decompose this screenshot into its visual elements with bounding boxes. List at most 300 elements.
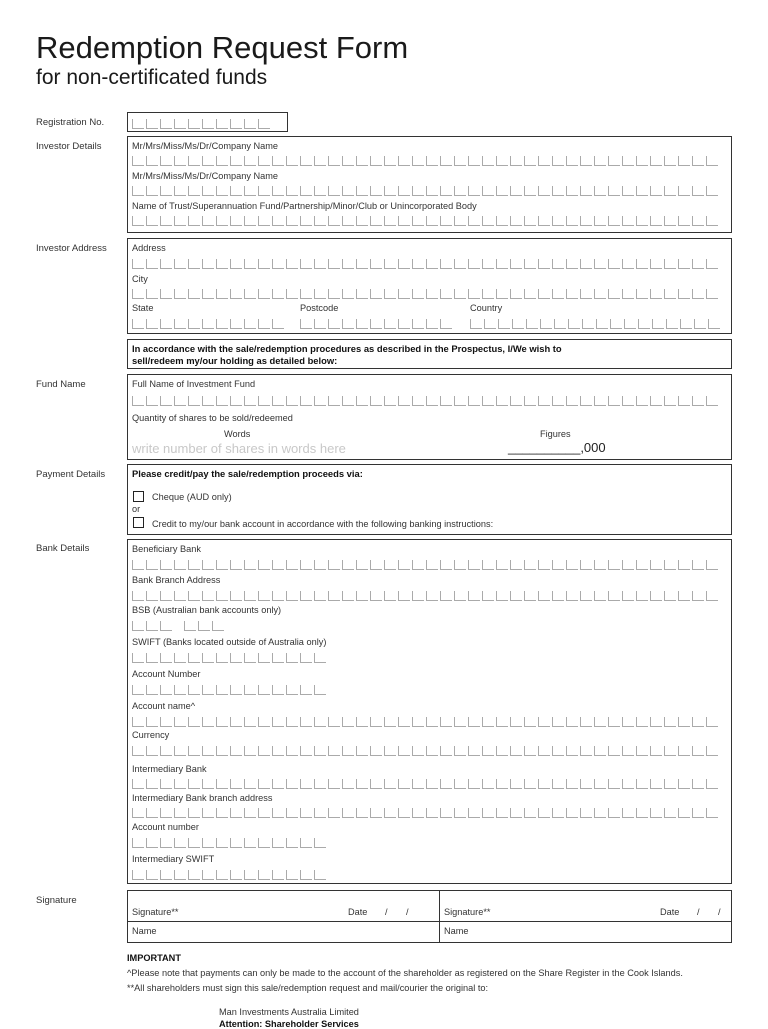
character-cell [272,289,284,299]
character-cell [566,591,578,601]
character-cell [272,685,284,695]
bank-details-box [127,539,732,884]
character-cell [468,396,480,406]
character-cell [244,156,256,166]
character-cell [706,808,718,818]
character-cell [188,560,200,570]
character-cell [300,870,312,880]
character-cell [230,319,242,329]
declaration-line-1: In accordance with the sale/redemption procedures as described in the Prospectus, I/We wish to [132,343,562,354]
character-cell [568,319,580,329]
investor-address-box [127,238,732,334]
character-cell [230,216,242,226]
character-cell [160,259,172,269]
intermediary-swift-field[interactable] [132,870,329,880]
address-field[interactable] [132,259,721,269]
character-cell [244,186,256,196]
character-cell [664,216,676,226]
character-cell [132,186,144,196]
character-cell [244,289,256,299]
character-cell [314,186,326,196]
character-cell [202,216,214,226]
character-cell [608,186,620,196]
character-cell [202,746,214,756]
character-cell [314,717,326,727]
character-cell [580,560,592,570]
character-cell [230,289,242,299]
character-cell [608,289,620,299]
character-cell [482,746,494,756]
character-cell [638,319,650,329]
character-cell [538,156,550,166]
character-cell [272,156,284,166]
character-cell [174,870,186,880]
character-cell [510,156,522,166]
character-cell [468,216,480,226]
character-cell [594,186,606,196]
character-cell [678,808,690,818]
character-cell [412,591,424,601]
character-cell [146,870,158,880]
date-2-sep-2: / [718,907,721,917]
cheque-checkbox[interactable] [133,491,144,502]
character-cell [132,560,144,570]
character-cell [708,319,720,329]
character-cell [146,591,158,601]
character-cell [552,746,564,756]
character-cell [342,396,354,406]
account-number-field[interactable] [132,685,329,695]
character-cell [328,259,340,269]
character-cell [426,186,438,196]
character-cell [510,216,522,226]
character-cell [244,808,256,818]
character-cell [272,186,284,196]
intermediary-branch-field[interactable] [132,808,721,818]
bsb-field-part-2[interactable] [184,621,227,631]
character-cell [538,396,550,406]
character-cell [692,746,704,756]
beneficiary-bank-label: Beneficiary Bank [132,544,201,554]
character-cell [286,591,298,601]
character-cell [412,156,424,166]
character-cell [538,259,550,269]
character-cell [706,186,718,196]
character-cell [622,289,634,299]
character-cell [426,259,438,269]
signature-2-label[interactable]: Signature** [444,907,491,917]
character-cell [426,396,438,406]
character-cell [636,289,648,299]
character-cell [258,560,270,570]
character-cell [650,779,662,789]
character-cell [692,216,704,226]
swift-field[interactable] [132,653,329,663]
character-cell [524,591,536,601]
credit-label: Credit to my/our bank account in accordance with the following banking instructions: [152,519,494,529]
character-cell [146,216,158,226]
character-cell [286,216,298,226]
character-cell [692,717,704,727]
character-cell [608,216,620,226]
character-cell [678,259,690,269]
character-cell [314,289,326,299]
character-cell [596,319,608,329]
character-cell [524,779,536,789]
fund-full-name-label: Full Name of Investment Fund [132,379,256,389]
character-cell [356,216,368,226]
account-name-label: Account name^ [132,701,196,711]
character-cell [552,396,564,406]
character-cell [272,838,284,848]
character-cell [678,779,690,789]
character-cell [314,396,326,406]
investor-details-label: Investor Details [36,141,102,152]
name-2-label[interactable]: Name [444,926,469,936]
character-cell [244,396,256,406]
character-cell [454,156,466,166]
character-cell [230,591,242,601]
character-cell [496,591,508,601]
character-cell [258,838,270,848]
account-name-field[interactable] [132,717,721,727]
character-cell [258,186,270,196]
character-cell [258,717,270,727]
character-cell [244,838,256,848]
state-field[interactable] [132,319,287,329]
character-cell [538,186,550,196]
character-cell [174,685,186,695]
note-signatures: **All shareholders must sign this sale/redemption request and mail/courier the original to: [127,983,489,993]
character-cell [650,216,662,226]
character-cell [244,746,256,756]
character-cell [286,653,298,663]
account-number-label: Account Number [132,669,201,679]
character-cell [188,216,200,226]
character-cell [230,779,242,789]
character-cell [370,591,382,601]
character-cell [622,746,634,756]
character-cell [258,156,270,166]
character-cell [512,319,524,329]
character-cell [174,156,186,166]
character-cell [146,156,158,166]
character-cell [370,560,382,570]
character-cell [370,156,382,166]
character-cell [370,396,382,406]
character-cell [594,746,606,756]
character-cell [454,746,466,756]
character-cell [608,779,620,789]
declaration-line-2: sell/redeem my/our holding as detailed below: [132,355,338,366]
mailing-attention: Attention: Shareholder Services [219,1019,359,1029]
character-cell [580,289,592,299]
signature-1-label[interactable]: Signature** [132,907,179,917]
character-cell [356,779,368,789]
character-cell [552,156,564,166]
character-cell [160,186,172,196]
character-cell [132,259,144,269]
city-label: City [132,274,148,284]
currency-field[interactable] [132,746,721,756]
character-cell [482,560,494,570]
character-cell [482,591,494,601]
character-cell [398,560,410,570]
character-cell [328,808,340,818]
character-cell [566,717,578,727]
character-cell [342,156,354,166]
credit-checkbox[interactable] [133,517,144,528]
character-cell [244,216,256,226]
character-cell [146,560,158,570]
character-cell [202,591,214,601]
character-cell [566,156,578,166]
character-cell [342,319,354,329]
character-cell [692,779,704,789]
branch-address-field[interactable] [132,591,721,601]
character-cell [454,808,466,818]
character-cell [426,560,438,570]
character-cell [230,396,242,406]
character-cell [482,156,494,166]
character-cell [216,779,228,789]
intermediary-bank-field[interactable] [132,779,721,789]
character-cell [202,808,214,818]
character-cell [552,186,564,196]
character-cell [202,685,214,695]
character-cell [678,156,690,166]
character-cell [202,319,214,329]
character-cell [384,779,396,789]
character-cell [216,156,228,166]
character-cell [510,396,522,406]
character-cell [524,259,536,269]
character-cell [160,396,172,406]
character-cell [426,591,438,601]
character-cell [566,216,578,226]
date-2-label[interactable]: Date [660,907,680,917]
character-cell [440,808,452,818]
character-cell [426,779,438,789]
intermediary-swift-label: Intermediary SWIFT [132,854,215,864]
character-cell [678,289,690,299]
character-cell [538,289,550,299]
character-cell [650,259,662,269]
character-cell [622,779,634,789]
character-cell [188,653,200,663]
character-cell [482,216,494,226]
character-cell [678,746,690,756]
character-cell [384,746,396,756]
character-cell [300,560,312,570]
character-cell [384,259,396,269]
character-cell [146,808,158,818]
character-cell [188,319,200,329]
character-cell [608,396,620,406]
character-cell [272,779,284,789]
character-cell [482,289,494,299]
character-cell [482,396,494,406]
character-cell [300,289,312,299]
character-cell [146,717,158,727]
character-cell [554,319,566,329]
character-cell [132,779,144,789]
character-cell [198,621,210,631]
character-cell [664,746,676,756]
character-cell [300,216,312,226]
character-cell [440,779,452,789]
character-cell [454,560,466,570]
character-cell [384,156,396,166]
character-cell [552,591,564,601]
character-cell [216,653,228,663]
investor-name-1-field[interactable] [132,156,721,166]
character-cell [664,808,676,818]
character-cell [216,186,228,196]
character-cell [370,186,382,196]
character-cell [692,259,704,269]
character-cell [314,685,326,695]
name-1-label[interactable]: Name [132,926,157,936]
character-cell [216,289,228,299]
character-cell [174,289,186,299]
character-cell [398,156,410,166]
quantity-label: Quantity of shares to be sold/redeemed [132,413,293,423]
character-cell [468,717,480,727]
character-cell [552,808,564,818]
character-cell [174,717,186,727]
character-cell [342,746,354,756]
country-field[interactable] [470,319,723,329]
character-cell [524,808,536,818]
character-cell [230,186,242,196]
character-cell [524,746,536,756]
character-cell [160,560,172,570]
character-cell [706,746,718,756]
character-cell [608,259,620,269]
character-cell [212,621,224,631]
character-cell [496,779,508,789]
character-cell [216,838,228,848]
character-cell [146,838,158,848]
character-cell [356,560,368,570]
character-cell [594,808,606,818]
character-cell [286,779,298,789]
date-1-label[interactable]: Date [348,907,368,917]
fund-full-name-field[interactable] [132,396,721,406]
trust-name-field[interactable] [132,216,721,226]
character-cell [272,560,284,570]
character-cell [300,396,312,406]
character-cell [272,396,284,406]
character-cell [370,259,382,269]
postcode-field[interactable] [300,319,455,329]
character-cell [216,560,228,570]
character-cell [188,119,200,129]
character-cell [244,870,256,880]
character-cell [412,717,424,727]
character-cell [538,560,550,570]
intermediary-account-field[interactable] [132,838,329,848]
city-field[interactable] [132,289,721,299]
character-cell [188,779,200,789]
character-cell [678,717,690,727]
character-cell [440,396,452,406]
registration-number-field[interactable] [127,112,288,132]
character-cell [286,838,298,848]
character-cell [538,717,550,727]
character-cell [694,319,706,329]
character-cell [650,396,662,406]
character-cell [398,289,410,299]
character-cell [440,259,452,269]
character-cell [580,808,592,818]
character-cell [286,259,298,269]
character-cell [622,156,634,166]
character-cell [258,289,270,299]
character-cell [286,685,298,695]
character-cell [580,156,592,166]
declaration-box [127,339,732,369]
character-cell [552,779,564,789]
character-cell [454,186,466,196]
mailing-company: Man Investments Australia Limited [219,1007,359,1017]
character-cell [174,560,186,570]
character-cell [146,289,158,299]
character-cell [188,685,200,695]
character-cell [132,396,144,406]
character-cell [300,259,312,269]
investor-name-2-label: Mr/Mrs/Miss/Ms/Dr/Company Name [132,171,278,181]
investor-name-2-field[interactable] [132,186,721,196]
character-cell [566,779,578,789]
character-cell [230,156,242,166]
character-cell [496,186,508,196]
character-cell [538,591,550,601]
character-cell [664,591,676,601]
character-cell [398,591,410,601]
character-cell [426,289,438,299]
bsb-field-part-1[interactable] [132,621,175,631]
character-cell [608,717,620,727]
character-cell [216,259,228,269]
character-cell [216,870,228,880]
character-cell [160,319,172,329]
character-cell [314,259,326,269]
character-cell [706,779,718,789]
character-cell [244,653,256,663]
character-cell [272,319,284,329]
character-cell [188,808,200,818]
character-cell [314,156,326,166]
figures-input[interactable] [508,440,606,455]
words-input[interactable]: write number of shares in words here [132,441,346,456]
character-cell [524,289,536,299]
cheque-label: Cheque (AUD only) [152,492,232,502]
character-cell [552,560,564,570]
character-cell [468,779,480,789]
beneficiary-bank-field[interactable] [132,560,721,570]
intermediary-account-label: Account number [132,822,199,832]
character-cell [482,186,494,196]
character-cell [622,259,634,269]
character-cell [230,870,242,880]
character-cell [468,591,480,601]
character-cell [174,591,186,601]
character-cell [300,838,312,848]
character-cell [132,216,144,226]
character-cell [510,259,522,269]
